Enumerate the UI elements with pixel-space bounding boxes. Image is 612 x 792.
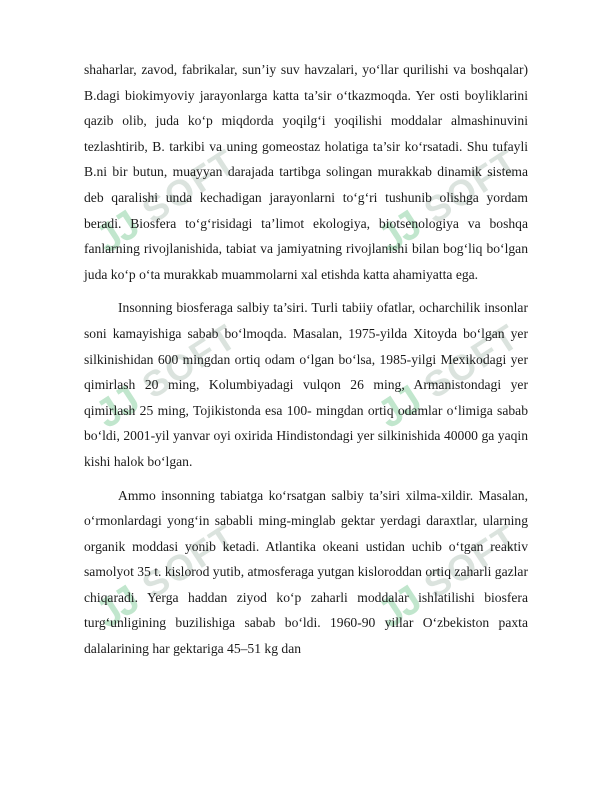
paragraph: shaharlar, zavod, fabrikalar, sun’iy suv havzalari, yo‘llar qurilishi va boshqalar) B.dagi biokimyoviy jarayonlarga katta ta’sir o‘tkazmoqda. Yer osti boyliklarini qazib olib, juda ko‘p miqdorda yoqilg‘i yoqilishi moddalar almashinuvini tezlashtirib, B. tarkibi va uning gomeostaz holatiga ta’sir ko‘rsatadi. Shu tufayli B.ni bir butun, muayyan darajada tartibga solingan murakkab dinamik sistema deb qaralishi unda kechadigan jarayonlarni to‘g‘ri tushunib olishga yordam beradi. Biosfera to‘g‘risidagi ta’limot ekologiya, biotsenologiya va boshqa fanlarning rivojlanishida, tabiat va jamiyatning rivojlanishi bilan bog‘liq bo‘lgan juda ko‘p o‘ta murakkab muammolarni xal etishda katta ahamiyatta ega. [84,62,528,282]
watermark-text: SOFT [416,314,527,406]
watermark-text: SOFT [134,314,245,406]
watermark-logo: JJ [88,577,146,637]
body-text [84,57,528,670]
watermark-text: SOFT [416,514,527,606]
paragraph: Insonning biosferaga salbiy ta’siri. Turli tabiiy ofatlar, ocharchilik insonlar soni kamayishiga sabab bo‘lmoqda. Masalan, 1975-yilda Xitoyda bo‘lgan yer silkinishidan 600 mingdan ortiq odam o‘lgan bo‘lsa, 1985-yilgi Mexikodagi yer qimirlash 20 ming, Kolumbiyadagi vulqon 26 ming, Armanistondagi yer qimirlash 25 ming, Tojikistonda esa 100- mingdan ortiq odamlar o‘limiga sabab bo‘ldi, 2001-yil yanvar oyi oxirida Hindistondagi yer silkinishida 40000 ga yaqin kishi halok bo‘lgan. [84,300,528,469]
watermark-logo: JJ [88,202,146,262]
watermark-logo: JJ [370,577,428,637]
paragraph: Ammo insonning tabiatga ko‘rsatgan salbiy ta’siri xilma-xildir. Masalan, o‘rmonlardagi yong‘in sababli ming-minglab gektar yerdagi daraxtlar, ularning organik moddasi yonib ketadi. Atlantika okeani ustidan uchib o‘tgan reaktiv samolyot 35 t. kislorod yutib, atmosferaga yutgan kisloroddan ortiq zaharli gazlar chiqaradi. Yerga haddan ziyod ko‘p zaharli moddalar ishlatilishi biosfera turg‘unligining buzilishiga sabab bo‘ldi. 1960-90 yillar O‘zbekiston paxta dalalarining har gektariga 45–51 kg dan [84,487,528,657]
watermark-text: SOFT [134,514,245,606]
watermark-logo: JJ [88,377,146,437]
watermark-logo: JJ [370,377,428,437]
watermark-logo: JJ [370,202,428,262]
watermark-text: SOFT [416,139,527,231]
watermark-text: SOFT [134,139,245,231]
